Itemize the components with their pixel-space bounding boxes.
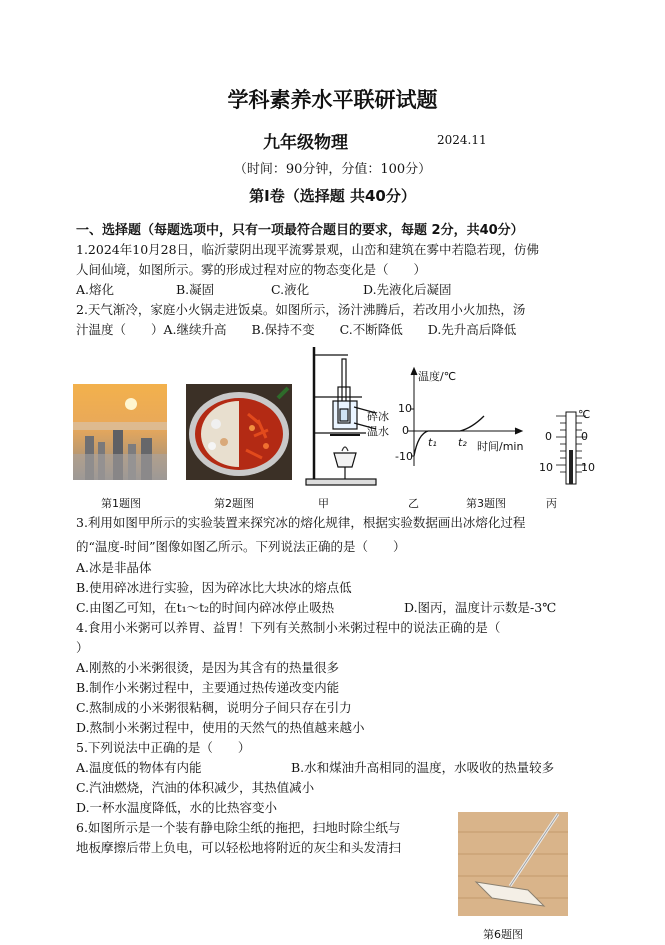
q2-stem-line2: 汁温度（ ）A.继续升高 B.保持不变 C.不断降低 D.先升高后降低	[76, 322, 517, 337]
graph-tick-0: 0	[402, 424, 409, 437]
thermometer-0-left: 0	[545, 430, 552, 443]
q4-stem-line1: 4.食用小米粥可以养胃、益胃！下列有关熬制小米粥过程中的说法正确的是（	[76, 620, 501, 635]
q4-option-d: D.熬制小米粥过程中，使用的天然气的热值越来越小	[76, 720, 365, 735]
exam-date: 2024.11	[437, 133, 487, 147]
q4-stem-line2: ）	[76, 640, 89, 655]
graph-tick-10: 10	[398, 402, 412, 415]
graph-t1-label: t₁	[428, 436, 437, 449]
q6-stem-line2: 地板摩擦后带上负电，可以轻松地将附近的灰尘和头发清扫	[76, 840, 402, 855]
q3-option-b: B.使用碎冰进行实验，因为碎冰比大块冰的熔点低	[76, 580, 352, 595]
graph-x-axis-label: 时间/min	[477, 440, 524, 453]
q5-option-b: B.水和煤油升高相同的温度，水吸收的热量较多	[291, 760, 555, 775]
q3-stem-line1: 3.利用如图甲所示的实验装置来探究冰的熔化规律，根据实验数据画出冰熔化过程	[76, 515, 526, 530]
q3-option-c: C.由图乙可知，在t₁～t₂的时间内碎冰停止吸热	[76, 600, 335, 615]
figure2-caption: 第2题图	[214, 497, 254, 510]
graph-t2-label: t₂	[458, 436, 467, 449]
q3-option-d: D.图丙，温度计示数是-3℃	[404, 600, 557, 615]
q1-stem-line2: 人间仙境，如图所示。雾的形成过程对应的物态变化是（ ）	[76, 262, 427, 277]
thermometer-0-right: 0	[581, 430, 588, 443]
thermometer-10-left: 10	[539, 461, 553, 474]
fog-city-photo	[73, 384, 167, 480]
figure-yi-caption: 乙	[408, 497, 419, 510]
q2-stem-line1: 2.天气渐冷，家庭小火锅走进饭桌。如图所示，汤汁沸腾后，若改用小火加热，汤	[76, 302, 526, 317]
q1-option-c: C.液化	[271, 282, 310, 297]
hotpot-photo	[186, 384, 292, 480]
q1-stem-line1: 1.2024年10月28日，临沂蒙阴出现平流雾景观，山峦和建筑在雾中若隐若现，仿佛	[76, 242, 540, 257]
q5-option-a: A.温度低的物体有内能	[76, 760, 202, 775]
thermometer-unit: ℃	[578, 408, 591, 421]
volume-title: 第Ⅰ卷（选择题 共40分）	[249, 187, 416, 205]
thermometer-10-right: 10	[581, 461, 595, 474]
q6-stem-line1: 6.如图所示是一个装有静电除尘纸的拖把，扫地时除尘纸与	[76, 820, 401, 835]
q4-option-a: A.刚熬的小米粥很烫，是因为其含有的热量很多	[76, 660, 340, 675]
q4-option-c: C.熬制成的小米粥很粘稠，说明分子间只存在引力	[76, 700, 352, 715]
figure3-caption: 第3题图	[466, 497, 506, 510]
temperature-time-graph	[392, 364, 532, 474]
figure-jia-caption: 甲	[318, 497, 329, 510]
figure6-caption: 第6题图	[483, 928, 523, 941]
q1-option-d: D.先液化后凝固	[363, 282, 452, 297]
q3-option-a: A.冰是非晶体	[76, 560, 152, 575]
q1-option-b: B.凝固	[176, 282, 215, 297]
subject-title: 九年级物理	[263, 133, 348, 153]
graph-tick-minus10: -10	[395, 450, 413, 463]
q5-option-c: C.汽油燃烧，汽油的体积减少，其热值减小	[76, 780, 315, 795]
label-warm-water: 温水	[367, 425, 389, 438]
q3-stem-line2: 的“温度-时间”图像如图乙所示。下列说法正确的是（ ）	[76, 539, 406, 554]
q4-option-b: B.制作小米粥过程中，主要通过热传递改变内能	[76, 680, 340, 695]
time-score: （时间：90分钟，分值：100分）	[233, 162, 432, 177]
q1-option-a: A.熔化	[76, 282, 115, 297]
q5-stem: 5.下列说法中正确的是（ ）	[76, 740, 251, 755]
electrostatic-mop-photo	[458, 812, 568, 916]
figure1-caption: 第1题图	[101, 497, 141, 510]
section-heading: 一、选择题（每题选项中，只有一项最符合题目的要求，每题 2分，共40分）	[76, 223, 524, 238]
graph-y-axis-label: 温度/℃	[418, 370, 457, 383]
figure-bing-caption: 丙	[546, 497, 557, 510]
label-crushed-ice: 碎冰	[367, 410, 389, 423]
q5-option-d: D.一杯水温度降低，水的比热容变小	[76, 800, 278, 815]
exam-title: 学科素养水平联研试题	[227, 88, 438, 112]
